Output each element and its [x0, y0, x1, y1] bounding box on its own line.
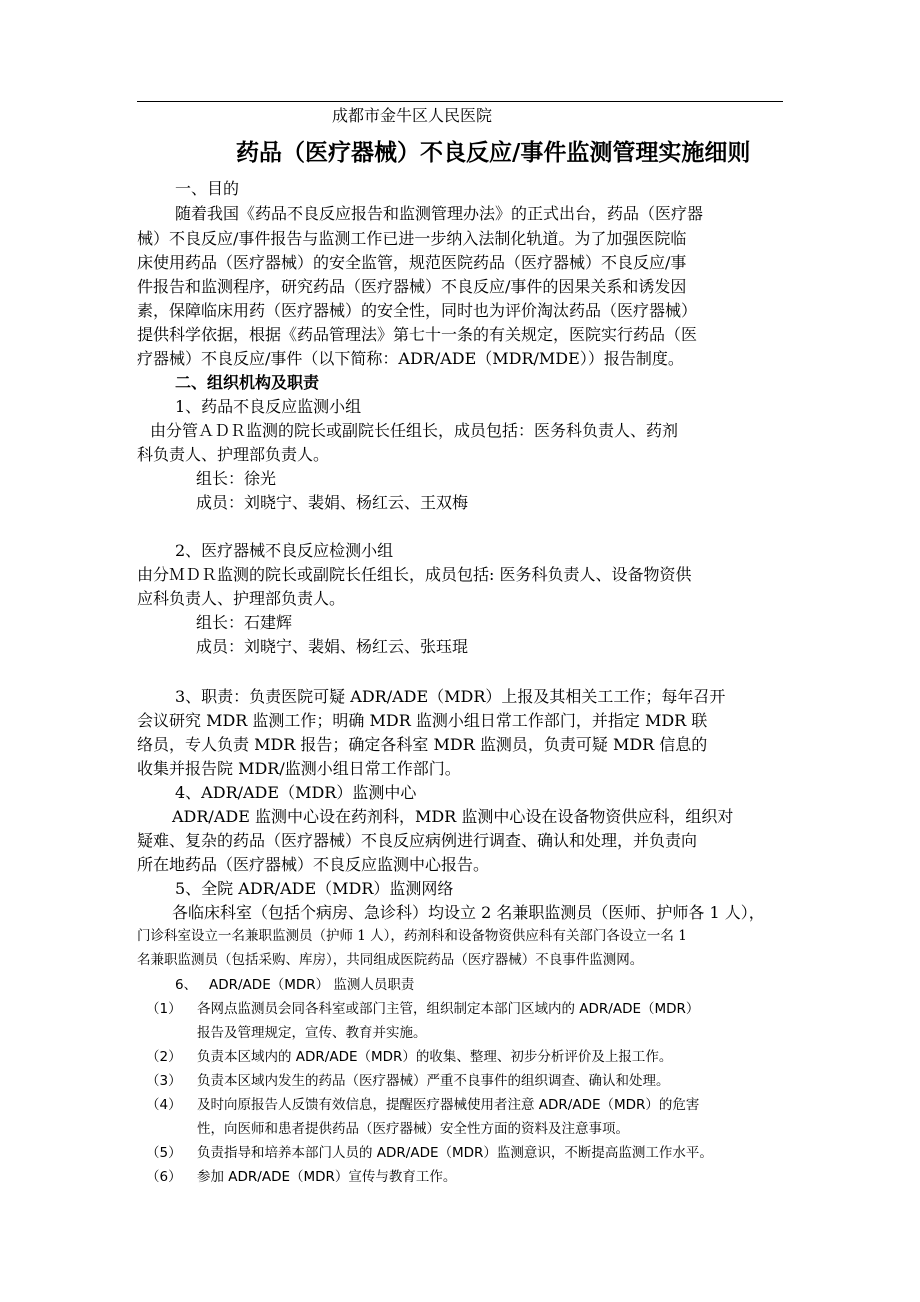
list-item-number: （6） — [146, 1169, 182, 1185]
paragraph-line: 所在地药品（医疗器械）不良反应监测中心报告。 — [137, 855, 490, 874]
subsection-5-heading: 5、全院 ADR/ADE（MDR）监测网络 — [175, 879, 454, 898]
list-item-number: （2） — [146, 1049, 182, 1065]
list-item: 及时向原报告人反馈有效信息，提醒医疗器械使用者注意 ADR/ADE（MDR）的危害 — [197, 1097, 700, 1113]
paragraph-line: 提供科学依据，根据《药品管理法》第七十一条的有关规定，医院实行药品（医 — [137, 325, 698, 344]
paragraph-line: 络员，专人负责 MDR 报告；确定各科室 MDR 监测员，负责可疑 MDR 信息的 — [137, 735, 708, 754]
document-title: 药品（医疗器械）不良反应/事件监测管理实施细则 — [236, 140, 751, 166]
paragraph-line: 床使用药品（医疗器械）的安全监管，规范医院药品（医疗器械）不良反应/事 — [137, 253, 687, 272]
section-1-heading: 一、目的 — [175, 179, 240, 198]
paragraph-line: 械）不良反应/事件报告与监测工作已进一步纳入法制化轨道。为了加强医院临 — [137, 229, 687, 248]
paragraph-line: 收集并报告院 MDR/监测小组日常工作部门。 — [137, 759, 461, 778]
subsection-2-heading: 2、医疗器械不良反应检测小组 — [175, 541, 394, 560]
paragraph-line: 件报告和监测程序，研究药品（医疗器械）不良反应/事件的因果关系和诱发因 — [137, 277, 687, 296]
list-item: 负责本区域内的 ADR/ADE（MDR）的收集、整理、初步分析评价及上报工作。 — [197, 1049, 673, 1065]
paragraph-line: 3、职责：负责医院可疑 ADR/ADE（MDR）上报及其相关工工作；每年召开 — [175, 687, 726, 706]
paragraph-line: 疗器械）不良反应/事件（以下简称：ADR/ADE（MDR/MDE））报告制度。 — [137, 349, 684, 368]
group-leader: 组长：徐光 — [196, 469, 277, 488]
paragraph-line: 由分ＭＤＲ监测的院长或副院长任组长，成员包括: 医务科负责人、设备物资供 — [137, 565, 692, 584]
list-item-number: （3） — [146, 1073, 182, 1089]
subsection-6-number: 6、 — [175, 977, 198, 993]
paragraph-line: 随着我国《药品不良反应报告和监测管理办法》的正式出台，药品（医疗器 — [175, 204, 704, 223]
paragraph-line: 科负责人、护理部负责人。 — [137, 445, 330, 464]
list-item: 负责指导和培养本部门人员的 ADR/ADE（MDR）监测意识，不断提高监测工作水平。 — [197, 1145, 713, 1161]
list-item-number: （5） — [146, 1145, 182, 1161]
paragraph-line: 各临床科室（包括个病房、急诊科）均设立 2 名兼职监测员（医师、护师各 1 人）， — [172, 903, 765, 922]
subsection-4-heading: 4、ADR/ADE（MDR）监测中心 — [175, 783, 417, 802]
subsection-1-heading: 1、药品不良反应监测小组 — [175, 397, 362, 416]
paragraph-line: 会议研究 MDR 监测工作；明确 MDR 监测小组日常工作部门，并指定 MDR 联 — [137, 711, 708, 730]
group-members: 成员：刘晓宁、裴娟、杨红云、王双梅 — [196, 493, 469, 512]
list-item-number: （4） — [146, 1097, 182, 1113]
list-item: 性，向医师和患者提供药品（医疗器械）安全性方面的资料及注意事项。 — [197, 1121, 629, 1137]
subsection-6-heading: ADR/ADE（MDR） 监测人员职责 — [209, 977, 415, 993]
section-2-heading: 二、组织机构及职责 — [175, 373, 320, 392]
list-item: 报告及管理规定，宣传、教育并实施。 — [197, 1025, 427, 1041]
paragraph-line: ADR/ADE 监测中心设在药剂科，MDR 监测中心设在设备物资供应科，组织对 — [172, 807, 734, 826]
paragraph-line: 由分管ＡＤＲ监测的院长或副院长任组长，成员包括：医务科负责人、药剂 — [150, 421, 679, 440]
group-members: 成员：刘晓宁、裴娟、杨红云、张珏琨 — [196, 637, 469, 656]
hospital-name: 成都市金牛区人民医院 — [332, 106, 493, 125]
paragraph-line: 应科负责人、护理部负责人。 — [137, 589, 346, 608]
group-leader: 组长：石建辉 — [196, 613, 293, 632]
paragraph-line: 素，保障临床用药（医疗器械）的安全性，同时也为评价淘汰药品（医疗器械） — [137, 301, 698, 320]
paragraph-line: 疑难、复杂的药品（医疗器械）不良反应病例进行调查、确认和处理，并负责向 — [137, 831, 698, 850]
list-item: 各网点监测员会同各科室或部门主管，组织制定本部门区域内的 ADR/ADE（MDR） — [197, 1001, 700, 1017]
list-item-number: （1） — [146, 1001, 182, 1017]
paragraph-line: 名兼职监测员（包括采购、库房），共同组成医院药品（医疗器械）不良事件监测网。 — [137, 952, 644, 968]
paragraph-line: 门诊科室设立一名兼职监测员（护师 1 人），药剂科和设备物资供应科有关部门各设立一名 1 — [137, 928, 687, 944]
list-item: 参加 ADR/ADE（MDR）宣传与教育工作。 — [197, 1169, 457, 1185]
list-item: 负责本区域内发生的药品（医疗器械）严重不良事件的组织调查、确认和处理。 — [197, 1073, 670, 1089]
header-rule — [137, 101, 783, 102]
